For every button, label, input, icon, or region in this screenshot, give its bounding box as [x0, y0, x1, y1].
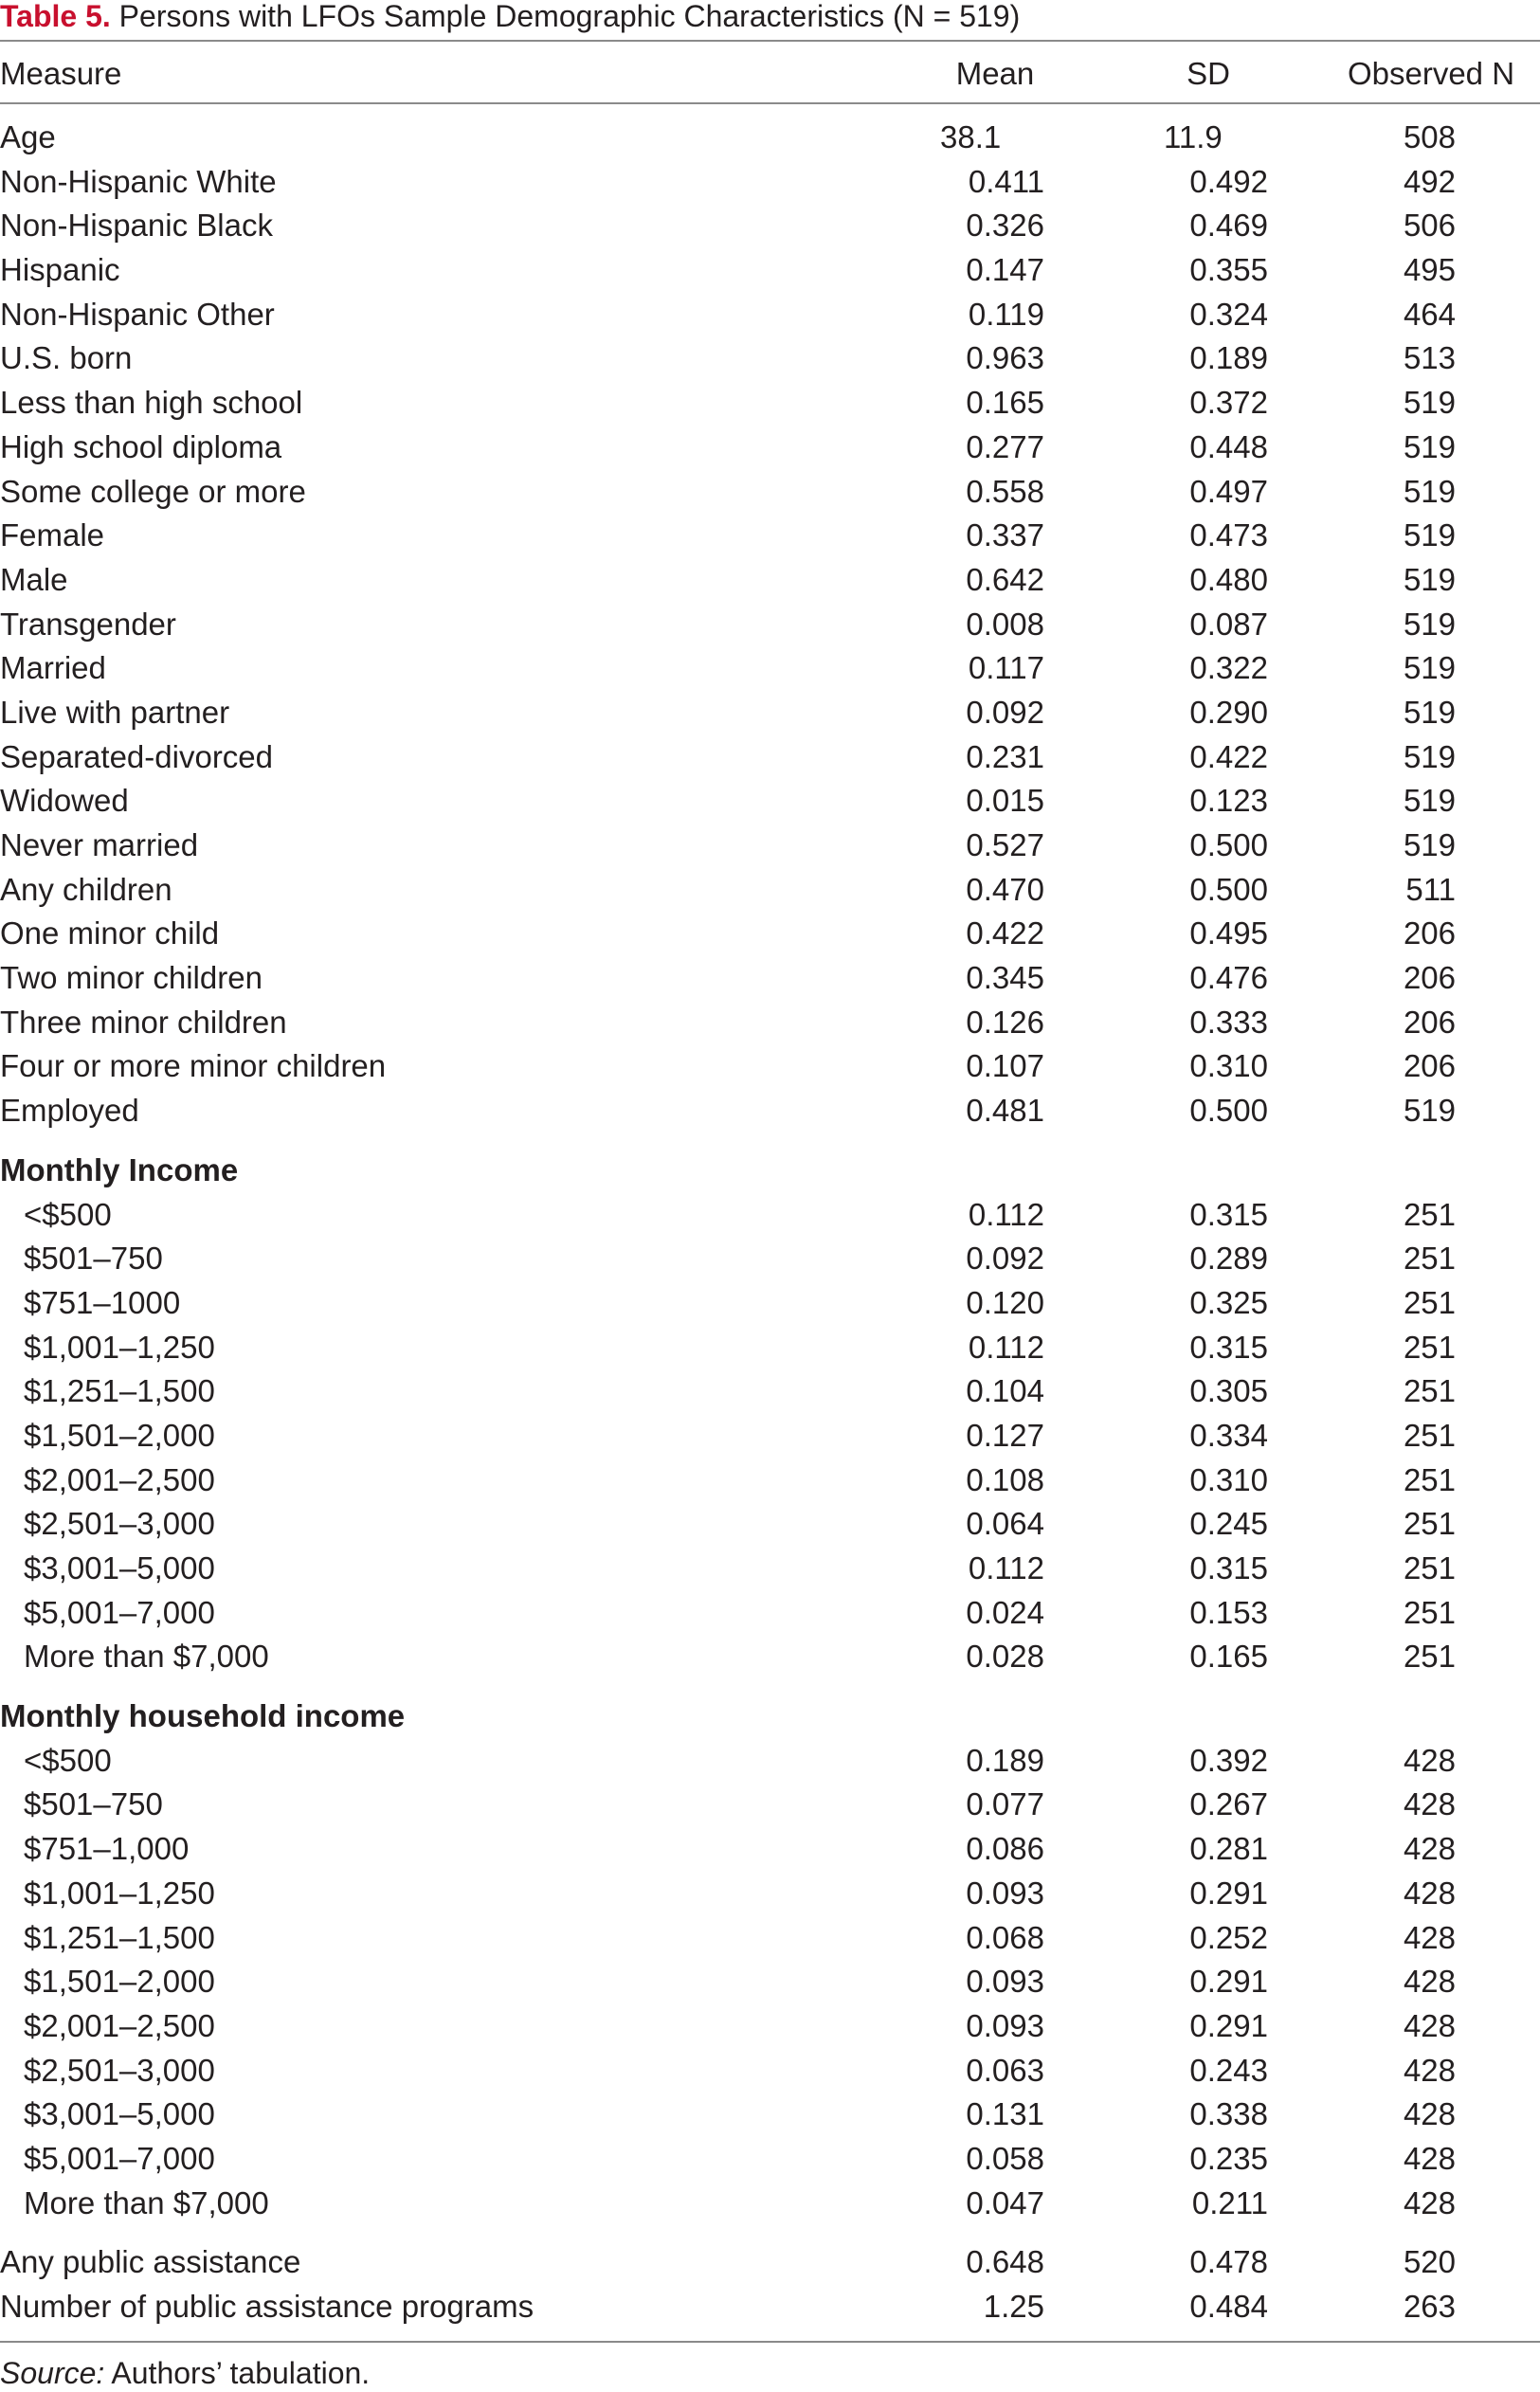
- row-label: $1,501–2,000: [24, 1964, 215, 2000]
- row-label: $5,001–7,000: [24, 2140, 215, 2176]
- row-label: $501–750: [24, 1786, 163, 1822]
- row-mean: 1.25: [983, 2289, 1044, 2324]
- source-note: [0, 2354, 370, 2392]
- table-row: [0, 1281, 1540, 1326]
- table-row: [0, 2240, 1540, 2285]
- row-mean: 0.558: [966, 473, 1044, 509]
- row-observed-n: 428: [1403, 1831, 1456, 1867]
- row-mean: 0.112: [968, 1550, 1044, 1586]
- row-label: <$500: [24, 1196, 112, 1232]
- row-label: Some college or more: [0, 473, 306, 509]
- row-label: High school diploma: [0, 428, 282, 464]
- row-mean: 0.092: [966, 1241, 1044, 1277]
- row-mean: 0.648: [966, 2244, 1044, 2280]
- row-label: Live with partner: [0, 694, 230, 730]
- row-observed-n: 519: [1403, 606, 1456, 642]
- row-observed-n: 251: [1403, 1373, 1456, 1409]
- row-mean: 0.411: [968, 163, 1044, 199]
- row-sd: 0.289: [1189, 1241, 1268, 1277]
- top-rule: [0, 40, 1540, 42]
- row-observed-n: 251: [1403, 1329, 1456, 1365]
- row-observed-n: 492: [1403, 163, 1456, 199]
- row-observed-n: 206: [1403, 1048, 1456, 1084]
- header-measure: Measure: [0, 56, 122, 91]
- table-row: [0, 1237, 1540, 1281]
- section-heading: [0, 1694, 1540, 1739]
- table-row: [0, 1369, 1540, 1414]
- table-row: [0, 1326, 1540, 1370]
- table-row: [0, 2137, 1540, 2182]
- row-label: $2,001–2,500: [24, 1461, 215, 1497]
- row-observed-n: 519: [1403, 1093, 1456, 1129]
- row-mean: 0.064: [966, 1506, 1044, 1542]
- table-row: [0, 1001, 1540, 1045]
- table-row: [0, 1414, 1540, 1459]
- row-mean: 0.120: [966, 1284, 1044, 1320]
- row-label: U.S. born: [0, 340, 133, 376]
- row-label: $501–750: [24, 1241, 163, 1277]
- row-sd: 0.338: [1189, 2096, 1268, 2132]
- row-observed-n: 251: [1403, 1506, 1456, 1542]
- table-row: [0, 1459, 1540, 1503]
- row-sd: 0.500: [1189, 1093, 1268, 1129]
- row-observed-n: 520: [1403, 2244, 1456, 2280]
- row-observed-n: 206: [1403, 915, 1456, 951]
- row-label: $751–1,000: [24, 1831, 190, 1867]
- row-sd: 0.476: [1189, 960, 1268, 996]
- table-row: [0, 735, 1540, 780]
- row-observed-n: 519: [1403, 428, 1456, 464]
- row-label: Four or more minor children: [0, 1048, 387, 1084]
- table-number: Table 5.: [0, 0, 111, 33]
- row-sd: 0.165: [1189, 1639, 1268, 1675]
- table-row: [0, 1783, 1540, 1827]
- table-row: [0, 691, 1540, 735]
- section-heading-label: Monthly Income: [0, 1151, 239, 1187]
- row-label: $2,001–2,500: [24, 2007, 215, 2043]
- row-mean: 0.107: [966, 1048, 1044, 1084]
- row-sd: 0.422: [1189, 738, 1268, 774]
- row-observed-n: 251: [1403, 1241, 1456, 1277]
- row-label: Hispanic: [0, 252, 120, 288]
- section-heading: [0, 1149, 1540, 1193]
- row-mean: 0.077: [966, 1786, 1044, 1822]
- row-mean: 0.231: [966, 738, 1044, 774]
- row-label: Married: [0, 650, 106, 686]
- row-sd: 0.372: [1189, 385, 1268, 421]
- row-label: Less than high school: [0, 385, 303, 421]
- row-observed-n: 428: [1403, 2184, 1456, 2220]
- row-observed-n: 428: [1403, 2096, 1456, 2132]
- row-observed-n: 511: [1405, 871, 1456, 907]
- table-row: [0, 1547, 1540, 1591]
- table-row: [0, 779, 1540, 824]
- table-row: [0, 2004, 1540, 2049]
- row-sd: 0.290: [1189, 694, 1268, 730]
- row-mean: 0.008: [966, 606, 1044, 642]
- row-sd: 0.315: [1189, 1329, 1268, 1365]
- row-sd: 0.500: [1189, 871, 1268, 907]
- row-mean: 38.1: [940, 119, 1002, 154]
- row-mean: 0.068: [966, 1919, 1044, 1955]
- row-sd: 0.252: [1189, 1919, 1268, 1955]
- row-mean: 0.047: [966, 2184, 1044, 2220]
- header-sd: SD: [1187, 56, 1230, 91]
- row-label: Separated-divorced: [0, 738, 274, 774]
- table-row: [0, 2049, 1540, 2093]
- row-observed-n: 428: [1403, 2052, 1456, 2088]
- row-sd: 0.484: [1189, 2289, 1268, 2324]
- row-observed-n: 251: [1403, 1594, 1456, 1630]
- row-mean: 0.337: [966, 517, 1044, 553]
- row-observed-n: 519: [1403, 738, 1456, 774]
- table-row: [0, 381, 1540, 426]
- row-sd: 0.153: [1189, 1594, 1268, 1630]
- row-observed-n: 519: [1403, 517, 1456, 553]
- row-observed-n: 251: [1403, 1639, 1456, 1675]
- row-sd: 0.480: [1189, 561, 1268, 597]
- row-label: Any public assistance: [0, 2244, 301, 2280]
- row-sd: 0.243: [1189, 2052, 1268, 2088]
- row-observed-n: 519: [1403, 827, 1456, 862]
- row-mean: 0.963: [966, 340, 1044, 376]
- row-observed-n: 519: [1403, 473, 1456, 509]
- row-sd: 0.235: [1189, 2140, 1268, 2176]
- row-label: Non-Hispanic White: [0, 163, 277, 199]
- row-observed-n: 206: [1403, 1004, 1456, 1040]
- row-observed-n: 251: [1403, 1461, 1456, 1497]
- row-observed-n: 519: [1403, 694, 1456, 730]
- row-sd: 11.9: [1164, 119, 1223, 154]
- row-sd: 0.281: [1189, 1831, 1268, 1867]
- row-observed-n: 508: [1403, 119, 1456, 154]
- row-observed-n: 428: [1403, 1786, 1456, 1822]
- table-row: [0, 912, 1540, 956]
- table-row: [0, 116, 1540, 160]
- table-row: [0, 2285, 1540, 2329]
- row-observed-n: 428: [1403, 1875, 1456, 1911]
- row-mean: 0.112: [968, 1329, 1044, 1365]
- table-body: [0, 116, 1540, 2329]
- row-sd: 0.189: [1189, 340, 1268, 376]
- row-observed-n: 519: [1403, 650, 1456, 686]
- row-mean: 0.092: [966, 694, 1044, 730]
- row-sd: 0.473: [1189, 517, 1268, 553]
- row-sd: 0.291: [1189, 1964, 1268, 2000]
- row-mean: 0.028: [966, 1639, 1044, 1675]
- row-observed-n: 251: [1403, 1417, 1456, 1453]
- row-label: $3,001–5,000: [24, 1550, 215, 1586]
- row-label: $1,251–1,500: [24, 1373, 215, 1409]
- table-row: [0, 603, 1540, 647]
- row-sd: 0.469: [1189, 208, 1268, 244]
- table-row: [0, 514, 1540, 558]
- row-sd: 0.333: [1189, 1004, 1268, 1040]
- table-row: [0, 868, 1540, 913]
- row-mean: 0.422: [966, 915, 1044, 951]
- table-row: [0, 824, 1540, 868]
- header-rule: [0, 102, 1540, 104]
- row-sd: 0.392: [1189, 1742, 1268, 1778]
- table-row: [0, 1044, 1540, 1089]
- table-row: [0, 160, 1540, 205]
- row-mean: 0.063: [966, 2052, 1044, 2088]
- row-mean: 0.015: [966, 783, 1044, 819]
- row-sd: 0.291: [1189, 1875, 1268, 1911]
- row-sd: 0.492: [1189, 163, 1268, 199]
- row-mean: 0.093: [966, 1964, 1044, 2000]
- row-mean: 0.126: [966, 1004, 1044, 1040]
- row-observed-n: 428: [1403, 2007, 1456, 2043]
- table-row: [0, 558, 1540, 603]
- row-observed-n: 428: [1403, 1919, 1456, 1955]
- row-label: <$500: [24, 1742, 112, 1778]
- table-row: [0, 956, 1540, 1001]
- row-observed-n: 513: [1403, 340, 1456, 376]
- row-observed-n: 519: [1403, 783, 1456, 819]
- row-observed-n: 251: [1403, 1284, 1456, 1320]
- row-sd: 0.478: [1189, 2244, 1268, 2280]
- row-sd: 0.211: [1191, 2184, 1268, 2220]
- row-label: Transgender: [0, 606, 176, 642]
- row-label: Never married: [0, 827, 199, 862]
- row-sd: 0.305: [1189, 1373, 1268, 1409]
- row-label: Three minor children: [0, 1004, 287, 1040]
- row-mean: 0.093: [966, 2007, 1044, 2043]
- bottom-rule: [0, 2341, 1540, 2343]
- row-label: Employed: [0, 1093, 139, 1129]
- row-observed-n: 519: [1403, 561, 1456, 597]
- row-sd: 0.315: [1189, 1550, 1268, 1586]
- row-observed-n: 206: [1403, 960, 1456, 996]
- row-mean: 0.642: [966, 561, 1044, 597]
- row-sd: 0.310: [1189, 1461, 1268, 1497]
- table-row: [0, 248, 1540, 293]
- row-mean: 0.470: [966, 871, 1044, 907]
- header-observed-n: Observed N: [1347, 56, 1515, 91]
- table-row: [0, 646, 1540, 691]
- row-sd: 0.267: [1189, 1786, 1268, 1822]
- row-label: Age: [0, 119, 56, 154]
- row-sd: 0.245: [1189, 1506, 1268, 1542]
- row-observed-n: 506: [1403, 208, 1456, 244]
- row-mean: 0.481: [966, 1093, 1044, 1129]
- table-row: [0, 2093, 1540, 2137]
- row-label: Non-Hispanic Black: [0, 208, 273, 244]
- row-mean: 0.024: [966, 1594, 1044, 1630]
- table-title: [0, 0, 1020, 34]
- row-mean: 0.326: [966, 208, 1044, 244]
- row-mean: 0.165: [966, 385, 1044, 421]
- row-mean: 0.093: [966, 1875, 1044, 1911]
- table-row: [0, 1960, 1540, 2004]
- row-mean: 0.086: [966, 1831, 1044, 1867]
- table-row: [0, 1872, 1540, 1916]
- row-sd: 0.497: [1189, 473, 1268, 509]
- row-mean: 0.119: [968, 296, 1044, 332]
- table-caption: Persons with LFOs Sample Demographic Characteristics (N = 519): [118, 0, 1021, 33]
- row-sd: 0.500: [1189, 827, 1268, 862]
- table-row: [0, 470, 1540, 515]
- row-sd: 0.315: [1189, 1196, 1268, 1232]
- row-observed-n: 495: [1403, 252, 1456, 288]
- row-mean: 0.117: [968, 650, 1044, 686]
- row-sd: 0.310: [1189, 1048, 1268, 1084]
- row-label: $1,001–1,250: [24, 1329, 215, 1365]
- row-sd: 0.087: [1189, 606, 1268, 642]
- table-row: [0, 1635, 1540, 1679]
- table-row: [0, 2182, 1540, 2226]
- table-row: [0, 336, 1540, 381]
- row-sd: 0.495: [1189, 915, 1268, 951]
- row-label: More than $7,000: [24, 1639, 269, 1675]
- table-row: [0, 204, 1540, 248]
- row-observed-n: 428: [1403, 1964, 1456, 2000]
- source-label: Source:: [0, 2356, 105, 2390]
- row-sd: 0.355: [1189, 252, 1268, 288]
- row-sd: 0.123: [1189, 783, 1268, 819]
- row-label: $1,501–2,000: [24, 1417, 215, 1453]
- row-mean: 0.108: [966, 1461, 1044, 1497]
- row-sd: 0.334: [1189, 1417, 1268, 1453]
- section-heading-label: Monthly household income: [0, 1698, 406, 1734]
- source-text: Authors’ tabulation.: [111, 2356, 371, 2390]
- row-sd: 0.324: [1189, 296, 1268, 332]
- row-sd: 0.325: [1189, 1284, 1268, 1320]
- row-observed-n: 251: [1403, 1196, 1456, 1232]
- table-row: [0, 1739, 1540, 1784]
- row-label: $1,251–1,500: [24, 1919, 215, 1955]
- row-label: One minor child: [0, 915, 220, 951]
- row-observed-n: 251: [1403, 1550, 1456, 1586]
- table-row: [0, 1089, 1540, 1133]
- header-mean: Mean: [955, 56, 1035, 91]
- table-row: [0, 1916, 1540, 1961]
- row-observed-n: 428: [1403, 1742, 1456, 1778]
- row-mean: 0.189: [966, 1742, 1044, 1778]
- row-mean: 0.058: [966, 2140, 1044, 2176]
- row-observed-n: 519: [1403, 385, 1456, 421]
- table-row: [0, 1502, 1540, 1547]
- row-observed-n: 428: [1403, 2140, 1456, 2176]
- table-row: [0, 1827, 1540, 1872]
- row-label: $751–1000: [24, 1284, 181, 1320]
- row-label: Number of public assistance programs: [0, 2289, 534, 2324]
- row-mean: 0.104: [966, 1373, 1044, 1409]
- row-observed-n: 263: [1403, 2289, 1456, 2324]
- row-mean: 0.277: [966, 428, 1044, 464]
- row-label: Any children: [0, 871, 172, 907]
- row-label: Male: [0, 561, 68, 597]
- row-label: $3,001–5,000: [24, 2096, 215, 2132]
- row-observed-n: 464: [1403, 296, 1456, 332]
- row-label: Two minor children: [0, 960, 263, 996]
- row-mean: 0.345: [966, 960, 1044, 996]
- row-mean: 0.147: [966, 252, 1044, 288]
- row-sd: 0.448: [1189, 428, 1268, 464]
- row-mean: 0.131: [966, 2096, 1044, 2132]
- row-mean: 0.127: [966, 1417, 1044, 1453]
- row-label: Female: [0, 517, 105, 553]
- row-label: $1,001–1,250: [24, 1875, 215, 1911]
- table-row: [0, 1193, 1540, 1238]
- row-label: Widowed: [0, 783, 129, 819]
- row-mean: 0.527: [966, 827, 1044, 862]
- row-label: $2,501–3,000: [24, 2052, 215, 2088]
- table-row: [0, 293, 1540, 337]
- table-row: [0, 426, 1540, 470]
- row-label: Non-Hispanic Other: [0, 296, 275, 332]
- row-label: More than $7,000: [24, 2184, 269, 2220]
- row-sd: 0.291: [1189, 2007, 1268, 2043]
- row-mean: 0.112: [968, 1196, 1044, 1232]
- table-row: [0, 1591, 1540, 1636]
- row-label: $2,501–3,000: [24, 1506, 215, 1542]
- row-label: $5,001–7,000: [24, 1594, 215, 1630]
- row-sd: 0.322: [1189, 650, 1268, 686]
